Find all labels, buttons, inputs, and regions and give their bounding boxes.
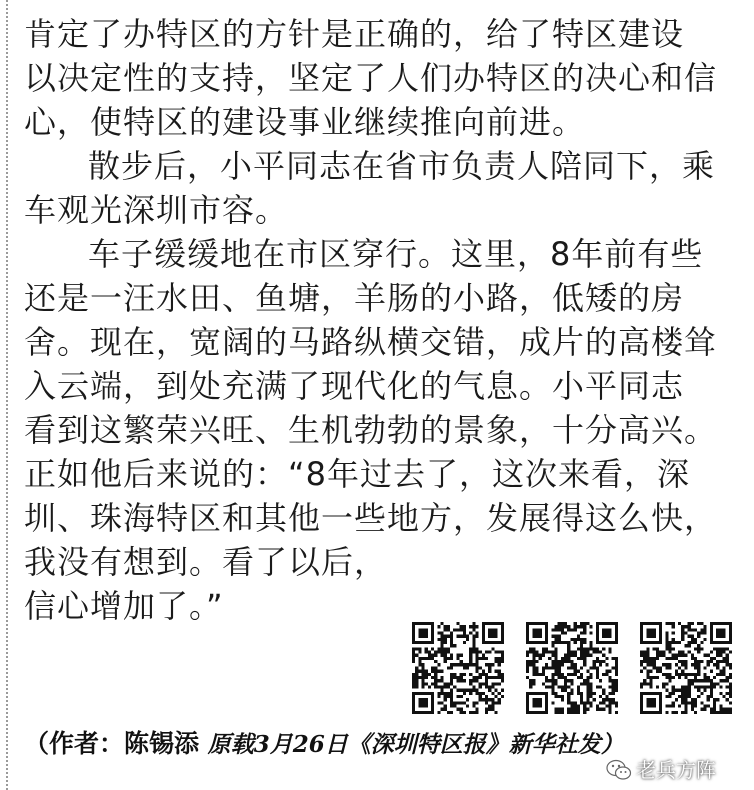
- qr-code-graphic: [526, 622, 618, 714]
- watermark-text: 老兵方阵: [636, 758, 716, 782]
- source-credit: 原载3月26日《深圳特区报》新华社发）: [207, 731, 624, 758]
- qr-code-icon[interactable]: [640, 622, 732, 714]
- qr-code-icon[interactable]: [412, 622, 504, 714]
- text-line: 圳、珠海特区和其他一些地方，发展得这么快，: [24, 499, 718, 537]
- text-line: 还是一汪水田、鱼塘，羊肠的小路，低矮的房: [24, 279, 685, 317]
- paragraph-start-line: 车子缓缓地在市区穿行。这里，8年前有些: [88, 235, 704, 273]
- text-line: 入云端，到处充满了现代化的气息。小平同志: [24, 367, 685, 405]
- text-line: 以决定性的支持，坚定了人们办特区的决心和信: [24, 59, 718, 97]
- text-line: 正如他后来说的：“8年过去了，这次来看，深: [24, 455, 690, 493]
- text-line: 看到这繁荣兴旺、生机勃勃的景象，十分高兴。: [24, 411, 718, 449]
- page-margin-rule: [6, 0, 8, 790]
- text-line: 我没有想到。看了以后，: [24, 543, 388, 581]
- qr-code-graphic: [640, 622, 732, 714]
- text-line: 舍。现在，宽阔的马路纵横交错，成片的高楼耸: [24, 323, 718, 361]
- text-line: 肯定了办特区的方针是正确的，给了特区建设: [24, 15, 685, 53]
- paragraph-start-line: 散步后，小平同志在省市负责人陪同下，乘: [88, 147, 716, 185]
- text-line: 信心增加了。”: [24, 587, 224, 625]
- qr-code-icon[interactable]: [526, 622, 618, 714]
- wechat-icon: [606, 757, 632, 783]
- byline: [24, 726, 624, 763]
- text-line: 心，使特区的建设事业继续推向前进。: [24, 103, 586, 141]
- author-credit: （作者：陈锡添: [24, 729, 200, 758]
- text-line: 车观光深圳市容。: [24, 191, 289, 229]
- qr-code-graphic: [412, 622, 504, 714]
